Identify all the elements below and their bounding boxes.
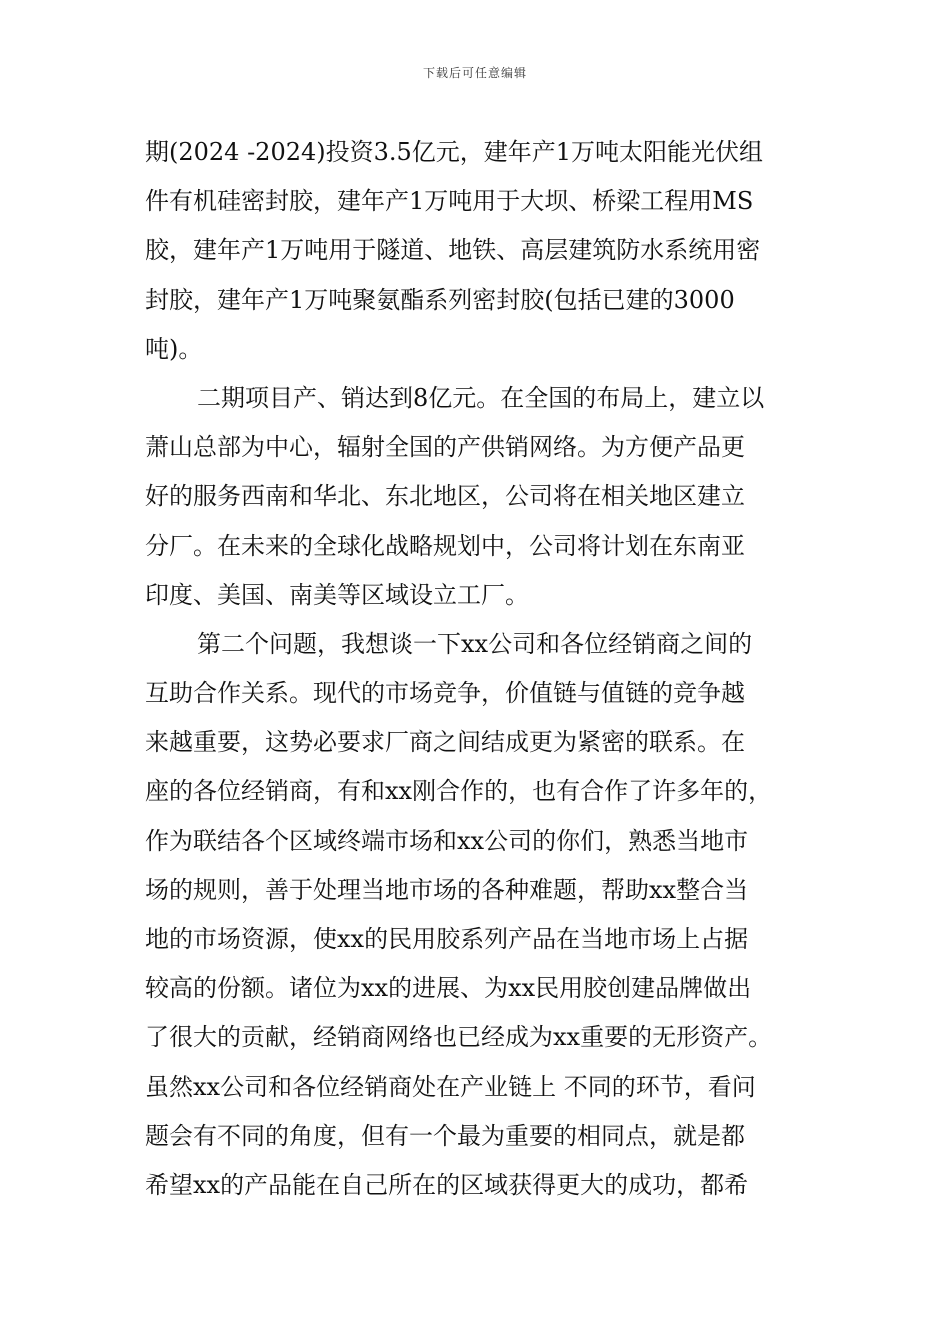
document-body [145, 128, 809, 1210]
text-line: 互助合作关系。现代的市场竞争，价值链与值链的竞争越 [145, 679, 745, 708]
text-line: 印度、美国、南美等区域设立工厂。 [145, 580, 529, 609]
text-line: 了很大的贡献，经销商网络也已经成为xx重要的无形资产。 [145, 1023, 773, 1052]
text-line: 件有机硅密封胶，建年产1万吨用于大坝、桥梁工程用MS [145, 187, 754, 216]
text-line: 胶，建年产1万吨用于隧道、地铁、高层建筑防水系统用密 [145, 236, 761, 265]
text-line: 二期项目产、销达到8亿元。在全国的布局上，建立以 [197, 383, 765, 412]
paragraph [145, 620, 809, 1210]
text-line: 题会有不同的角度，但有一个最为重要的相同点，就是都 [145, 1121, 745, 1150]
text-line: 虽然xx公司和各位经销商处在产业链上 不同的环节，看问 [145, 1072, 756, 1101]
page-header: 下载后可任意编辑 [422, 66, 527, 80]
text-line: 期(2024 -2024)投资3.5亿元，建年产1万吨太阳能光伏组 [145, 138, 764, 166]
text-line: 分厂。在未来的全球化战略规划中，公司将计划在东南亚 [145, 531, 745, 560]
text-line: 地的市场资源，使xx的民用胶系列产品在当地市场上占据 [145, 925, 749, 953]
paragraph [145, 128, 809, 374]
text-line: 希望xx的产品能在自己所在的区域获得更大的成功，都希 [145, 1170, 749, 1199]
text-line: 场的规则，善于处理当地市场的各种难题，帮助xx整合当 [145, 875, 749, 904]
text-line: 座的各位经销商，有和xx刚合作的，也有合作了许多年的， [145, 777, 773, 806]
text-line: 作为联结各个区域终端市场和xx公司的你们，熟悉当地市 [145, 826, 749, 855]
text-line: 来越重要，这势必要求厂商之间结成更为紧密的联系。在 [145, 728, 745, 757]
text-line: 吨)。 [145, 334, 203, 363]
text-line: 较高的份额。诸位为xx的进展、为xx民用胶创建品牌做出 [145, 974, 752, 1003]
text-line: 好的服务西南和华北、东北地区，公司将在相关地区建立 [145, 482, 745, 511]
text-line: 萧山总部为中心，辐射全国的产供销网络。为方便产品更 [145, 433, 745, 462]
paragraph [145, 374, 809, 620]
text-line: 封胶，建年产1万吨聚氨酯系列密封胶(包括已建的3000 [145, 285, 735, 314]
text-line: 第二个问题，我想谈一下xx公司和各位经销商之间的 [197, 629, 753, 658]
